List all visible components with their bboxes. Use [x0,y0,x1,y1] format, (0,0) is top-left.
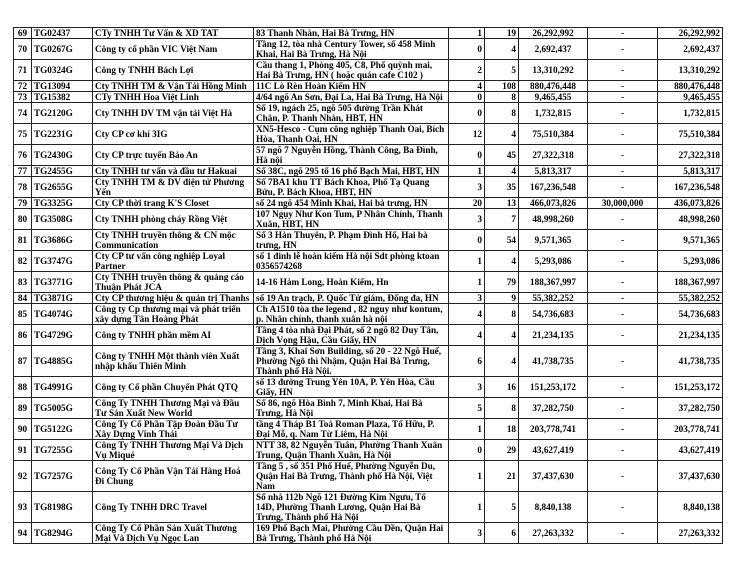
company-address-cell: Số 19, ngách 25, ngõ 505 đường Trần Khát Chân, P. Thanh Nhàn, HBT, HN [254,103,449,124]
total-cell: 5,293,086 [658,251,723,272]
total-cell: 13,310,292 [658,60,723,81]
count-b-cell: 29 [485,440,519,461]
count-b-cell: 9 [485,293,519,304]
row-number-cell: 85 [14,304,32,325]
count-b-cell: 108 [485,81,519,92]
table-row [14,145,723,166]
count-b-cell: 4 [485,251,519,272]
table-row [14,81,723,92]
row-number-cell: 87 [14,346,32,377]
row-number-cell: 76 [14,145,32,166]
amount-cell: 37,437,630 [519,461,588,492]
row-number-cell: 79 [14,198,32,209]
customer-code-cell: TG3747G [32,251,93,272]
company-name-cell: Công ty TNHH Bách Lợi [93,60,254,81]
customer-code-cell: TG2455G [32,166,93,177]
company-name-cell: Công Ty TNHH Thương Mại và Đầu Tư Sản Xuất New World [93,398,254,419]
amount-cell: 167,236,548 [519,177,588,198]
table-row [14,103,723,124]
customer-code-cell: TG0324G [32,60,93,81]
count-a-cell: 4 [449,304,485,325]
company-address-cell: số 1 đinh lễ hoàn kiếm Hà nội Sdt phòng ktoan 0356574268 [254,251,449,272]
total-cell: 48,998,260 [658,209,723,230]
amount-cell: 9,465,455 [519,92,588,103]
count-b-cell: 13 [485,198,519,209]
total-cell: 26,292,992 [658,28,723,39]
company-address-cell: tầng 4 Tháp B1 Toà Roman Plaza, Tố Hữu, P. Đại Mỗ, q. Nam Từ Liêm, Hà Nội [254,419,449,440]
customer-table [13,27,723,544]
count-a-cell: 1 [449,251,485,272]
customer-code-cell: TG3508G [32,209,93,230]
count-a-cell: 3 [449,377,485,398]
row-number-cell: 82 [14,251,32,272]
row-number-cell: 70 [14,39,32,60]
company-name-cell: Cty CP trực tuyến Bảo An [93,145,254,166]
table-row [14,92,723,103]
count-b-cell: 35 [485,177,519,198]
company-address-cell: 107 Ngụy Như Kon Tum, P Nhân Chính, Thanh Xuân, HBT, HN [254,209,449,230]
count-b-cell: 4 [485,166,519,177]
discount-cell: - [588,166,658,177]
total-cell: 54,736,683 [658,304,723,325]
table-row [14,523,723,544]
total-cell: 8,840,138 [658,492,723,523]
customer-code-cell: TG3871G [32,293,93,304]
table-row [14,377,723,398]
total-cell: 37,437,630 [658,461,723,492]
company-address-cell: 83 Thanh Nhàn, Hai Bà Trưng, HN [254,28,449,39]
table-row [14,325,723,346]
table-body [14,28,723,544]
company-name-cell: Cty CP thời trang K'S Closet [93,198,254,209]
count-a-cell: 3 [449,293,485,304]
count-a-cell: 1 [449,461,485,492]
amount-cell: 203,778,741 [519,419,588,440]
table-row [14,419,723,440]
count-a-cell: 1 [449,166,485,177]
count-a-cell: 1 [449,419,485,440]
row-number-cell: 92 [14,461,32,492]
customer-code-cell: TG3686G [32,230,93,251]
table-row [14,209,723,230]
company-name-cell: CTy TNHH Hoa Việt Linh [93,92,254,103]
total-cell: 27,263,332 [658,523,723,544]
company-name-cell: Công ty Cp thương mại và phát triển xây dựng Tân Hoàng Phát [93,304,254,325]
customer-code-cell: TG4885G [32,346,93,377]
company-address-cell: 11C Lò Rèn Hoàn Kiếm HN [254,81,449,92]
discount-cell: - [588,325,658,346]
company-address-cell: XN5-Hesco - Cụm công nghiệp Thanh Oai, Bích Hòa, Thanh Oai, HN [254,124,449,145]
total-cell: 5,813,317 [658,166,723,177]
count-a-cell: 0 [449,103,485,124]
row-number-cell: 74 [14,103,32,124]
customer-code-cell: TG02437 [32,28,93,39]
company-name-cell: Cty TNHH TM & Vận Tải Hồng Minh [93,81,254,92]
company-name-cell: Cty CP thương hiệu & quản trị Thanhs [93,293,254,304]
discount-cell: 30,000,000 [588,198,658,209]
table-row [14,346,723,377]
customer-code-cell: TG8198G [32,492,93,523]
table-row [14,293,723,304]
count-b-cell: 8 [485,92,519,103]
discount-cell: - [588,177,658,198]
total-cell: 188,367,997 [658,272,723,293]
amount-cell: 43,627,419 [519,440,588,461]
company-address-cell: 57 ngõ 7 Nguyễn Hồng, Thành Công, Ba Đình, Hà nội [254,145,449,166]
row-number-cell: 86 [14,325,32,346]
discount-cell: - [588,103,658,124]
company-name-cell: Cty TNHH DV TM vận tải Việt Hà [93,103,254,124]
company-address-cell: Số 38C, ngõ 295 tổ 16 phố Bạch Mai, HBT, HN [254,166,449,177]
count-b-cell: 5 [485,60,519,81]
company-address-cell: Tầng 5 , số 351 Phố Huế, Phường Nguyễn Du, Quận Hai Bà Trưng, Thành phố Hà Nội, Việt Nam [254,461,449,492]
count-a-cell: 0 [449,145,485,166]
row-number-cell: 90 [14,419,32,440]
count-a-cell: 4 [449,81,485,92]
count-a-cell: 3 [449,209,485,230]
customer-code-cell: TG2430G [32,145,93,166]
row-number-cell: 78 [14,177,32,198]
company-address-cell: Cầu thang 1, Phòng 405, C8, Phố quỳnh mai, Hai Bà Trưng, HN ( hoặc quán cafe C102 ) [254,60,449,81]
customer-code-cell: TG3771G [32,272,93,293]
customer-code-cell: TG0267G [32,39,93,60]
company-name-cell: Công ty Cổ phần Chuyển Phát QTQ [93,377,254,398]
amount-cell: 55,382,252 [519,293,588,304]
company-name-cell: Công ty cổ phần VIC Việt Nam [93,39,254,60]
row-number-cell: 80 [14,209,32,230]
discount-cell: - [588,251,658,272]
total-cell: 55,382,252 [658,293,723,304]
count-a-cell: 12 [449,124,485,145]
discount-cell: - [588,398,658,419]
amount-cell: 21,234,135 [519,325,588,346]
discount-cell: - [588,377,658,398]
discount-cell: - [588,272,658,293]
total-cell: 43,627,419 [658,440,723,461]
discount-cell: - [588,461,658,492]
count-b-cell: 6 [485,523,519,544]
count-a-cell: 6 [449,346,485,377]
row-number-cell: 88 [14,377,32,398]
company-address-cell: Số 3 Hàn Thuyên, P. Phạm Đình Hổ, Hai bà trưng, HN [254,230,449,251]
amount-cell: 26,292,992 [519,28,588,39]
row-number-cell: 83 [14,272,32,293]
total-cell: 2,692,437 [658,39,723,60]
total-cell: 37,282,750 [658,398,723,419]
table-row [14,398,723,419]
count-b-cell: 7 [485,209,519,230]
count-a-cell: 0 [449,39,485,60]
company-address-cell: số 13 đường Trung Yên 10A, P. Yên Hòa, Cầu Giấy, HN [254,377,449,398]
total-cell: 1,732,815 [658,103,723,124]
count-b-cell: 4 [485,39,519,60]
company-name-cell: Cty TNHH truyền thông & CN mộc Communication [93,230,254,251]
row-number-cell: 73 [14,92,32,103]
table-row [14,304,723,325]
row-number-cell: 77 [14,166,32,177]
discount-cell: - [588,304,658,325]
company-name-cell: Cty CP cơ khí 3IG [93,124,254,145]
row-number-cell: 84 [14,293,32,304]
total-cell: 75,510,384 [658,124,723,145]
total-cell: 9,465,455 [658,92,723,103]
company-address-cell: 169 Phố Bạch Mai, Phường Cầu Dền, Quận Hai Bà Trưng, Thành phố Hà Nội [254,523,449,544]
count-b-cell: 19 [485,28,519,39]
count-a-cell: 3 [449,177,485,198]
discount-cell: - [588,60,658,81]
amount-cell: 41,738,735 [519,346,588,377]
amount-cell: 8,840,138 [519,492,588,523]
company-name-cell: Công Ty Cổ Phần Sản Xuất Thương Mại Và Dịch Vụ Ngọc Lan [93,523,254,544]
row-number-cell: 94 [14,523,32,544]
count-b-cell: 45 [485,145,519,166]
customer-code-cell: TG4074G [32,304,93,325]
total-cell: 203,778,741 [658,419,723,440]
company-name-cell: Cty TNHH TM & DV điện tử Phương Yến [93,177,254,198]
count-b-cell: 8 [485,103,519,124]
total-cell: 436,073,826 [658,198,723,209]
row-number-cell: 89 [14,398,32,419]
count-a-cell: 20 [449,198,485,209]
company-address-cell: Tầng 12, tòa nhà Century Tower, số 458 Minh Khai, Hai Bà Trưng, Hà Nội [254,39,449,60]
count-b-cell: 54 [485,230,519,251]
customer-code-cell: TG7257G [32,461,93,492]
amount-cell: 9,571,365 [519,230,588,251]
count-b-cell: 4 [485,325,519,346]
company-address-cell: Ch A1510 tòa the legend , 82 nguy như kontum, p. Nhân chính, thanh xuân hà nội [254,304,449,325]
count-a-cell: 1 [449,28,485,39]
count-b-cell: 5 [485,492,519,523]
company-address-cell: số 24 ngõ 454 Minh Khai, Hai bà trưng, HN [254,198,449,209]
count-a-cell: 3 [449,523,485,544]
company-address-cell: 14-16 Hàm Long, Hoàn Kiếm, Hn [254,272,449,293]
row-number-cell: 91 [14,440,32,461]
amount-cell: 5,813,317 [519,166,588,177]
company-name-cell: Cty TNHH truyền thông & quảng cáo Thuận Phát JCA [93,272,254,293]
amount-cell: 54,736,683 [519,304,588,325]
count-b-cell: 16 [485,377,519,398]
count-a-cell: 1 [449,272,485,293]
customer-code-cell: TG2120G [32,103,93,124]
company-name-cell: Công Ty Cổ Phần Tập Đoàn Đầu Tư Xây Dựng Vĩnh Thái [93,419,254,440]
count-b-cell: 18 [485,419,519,440]
company-address-cell: Tầng 4 tòa nhà Đại Phát, số 2 ngõ 82 Duy Tân, Dịch Vọng Hậu, Cầu Giấy, HN [254,325,449,346]
customer-code-cell: TG4991G [32,377,93,398]
count-b-cell: 8 [485,304,519,325]
table-row [14,177,723,198]
company-address-cell: Số nhà 112b Ngõ 121 Đường Kim Ngưu, Tổ 14D, Phường Thanh Lương, Quận Hai Bà Trưng, Thành phố Hà Nội [254,492,449,523]
row-number-cell: 71 [14,60,32,81]
count-a-cell: 0 [449,230,485,251]
table-row [14,124,723,145]
amount-cell: 5,293,086 [519,251,588,272]
company-address-cell: Số 86, ngõ Hòa Bình 7, Minh Khai, Hai Bà Trưng, Hà Nội [254,398,449,419]
count-a-cell: 0 [449,92,485,103]
table-row [14,272,723,293]
total-cell: 880,476,448 [658,81,723,92]
count-a-cell: 2 [449,60,485,81]
customer-code-cell: TG5122G [32,419,93,440]
company-name-cell: Cty CP tư vấn công nghiệp Loyal Partner [93,251,254,272]
amount-cell: 27,322,318 [519,145,588,166]
count-b-cell: 8 [485,398,519,419]
count-b-cell: 79 [485,272,519,293]
total-cell: 21,234,135 [658,325,723,346]
customer-code-cell: TG2655G [32,177,93,198]
company-address-cell: NTT 38, 82 Nguyễn Tuân, Phường Thanh Xuân Trung, Quận Thanh Xuân, Hà Nội [254,440,449,461]
amount-cell: 13,310,292 [519,60,588,81]
table-row [14,492,723,523]
row-number-cell: 75 [14,124,32,145]
discount-cell: - [588,523,658,544]
discount-cell: - [588,81,658,92]
total-cell: 27,322,318 [658,145,723,166]
customer-code-cell: TG7255G [32,440,93,461]
company-name-cell: Công ty TNHH Một thành viên Xuất nhập khẩu Thiên Minh [93,346,254,377]
amount-cell: 27,263,332 [519,523,588,544]
amount-cell: 75,510,384 [519,124,588,145]
table-row [14,28,723,39]
discount-cell: - [588,419,658,440]
discount-cell: - [588,293,658,304]
customer-code-cell: TG4729G [32,325,93,346]
company-name-cell: Công Ty TNHH DRC Travel [93,492,254,523]
table-row [14,440,723,461]
amount-cell: 2,692,437 [519,39,588,60]
row-number-cell: 69 [14,28,32,39]
customer-code-cell: TG8294G [32,523,93,544]
table-row [14,39,723,60]
discount-cell: - [588,39,658,60]
discount-cell: - [588,124,658,145]
count-b-cell: 4 [485,124,519,145]
company-address-cell: 4/64 ngõ An Sơn, Đại La, Hai Bà Trưng, Hà Nội [254,92,449,103]
row-number-cell: 72 [14,81,32,92]
discount-cell: - [588,28,658,39]
discount-cell: - [588,440,658,461]
count-a-cell: 4 [449,325,485,346]
company-name-cell: Cty TNHH phòng cháy Rồng Việt [93,209,254,230]
total-cell: 41,738,735 [658,346,723,377]
amount-cell: 48,998,260 [519,209,588,230]
customer-code-cell: TG3325G [32,198,93,209]
amount-cell: 1,732,815 [519,103,588,124]
company-name-cell: Công ty TNHH phần mềm AI [93,325,254,346]
discount-cell: - [588,230,658,251]
row-number-cell: 81 [14,230,32,251]
amount-cell: 37,282,750 [519,398,588,419]
count-a-cell: 5 [449,398,485,419]
company-name-cell: Công Ty TNHH Thương Mại Và Dịch Vụ Miqué [93,440,254,461]
amount-cell: 188,367,997 [519,272,588,293]
count-b-cell: 4 [485,346,519,377]
discount-cell: - [588,346,658,377]
row-number-cell: 93 [14,492,32,523]
discount-cell: - [588,492,658,523]
customer-code-cell: TG15382 [32,92,93,103]
customer-code-cell: TG5005G [32,398,93,419]
company-address-cell: Tầng 3, Khai Sơn Building, số 20 - 22 Ngõ Huế, Phường Ngô thì Nhậm, Quận Hai Bà Trưng, Thành phố Hà Nội. [254,346,449,377]
count-b-cell: 21 [485,461,519,492]
discount-cell: - [588,92,658,103]
company-address-cell: số 19 An trạch, P. Quốc Tử giám, Đống đa, HN [254,293,449,304]
total-cell: 167,236,548 [658,177,723,198]
table-row [14,251,723,272]
count-a-cell: 0 [449,440,485,461]
table-row [14,461,723,492]
count-a-cell: 1 [449,492,485,523]
company-name-cell: Cty TNHH tư vấn và đầu tư Hakuai [93,166,254,177]
company-address-cell: Số 7BA1 khu TT Bách Khoa, Phố Tạ Quang Bửu, P. Bách Khoa, HBT, HN [254,177,449,198]
amount-cell: 151,253,172 [519,377,588,398]
table-row [14,166,723,177]
total-cell: 151,253,172 [658,377,723,398]
discount-cell: - [588,209,658,230]
table-row [14,198,723,209]
table-row [14,60,723,81]
amount-cell: 466,073,826 [519,198,588,209]
discount-cell: - [588,145,658,166]
customer-code-cell: TG13094 [32,81,93,92]
total-cell: 9,571,365 [658,230,723,251]
company-name-cell: Công Ty Cổ Phần Vận Tải Hàng Hoá Đi Chung [93,461,254,492]
customer-code-cell: TG2231G [32,124,93,145]
company-name-cell: CTy TNHH Tư Vấn & XD TAT [93,28,254,39]
table-row [14,230,723,251]
amount-cell: 880,476,448 [519,81,588,92]
